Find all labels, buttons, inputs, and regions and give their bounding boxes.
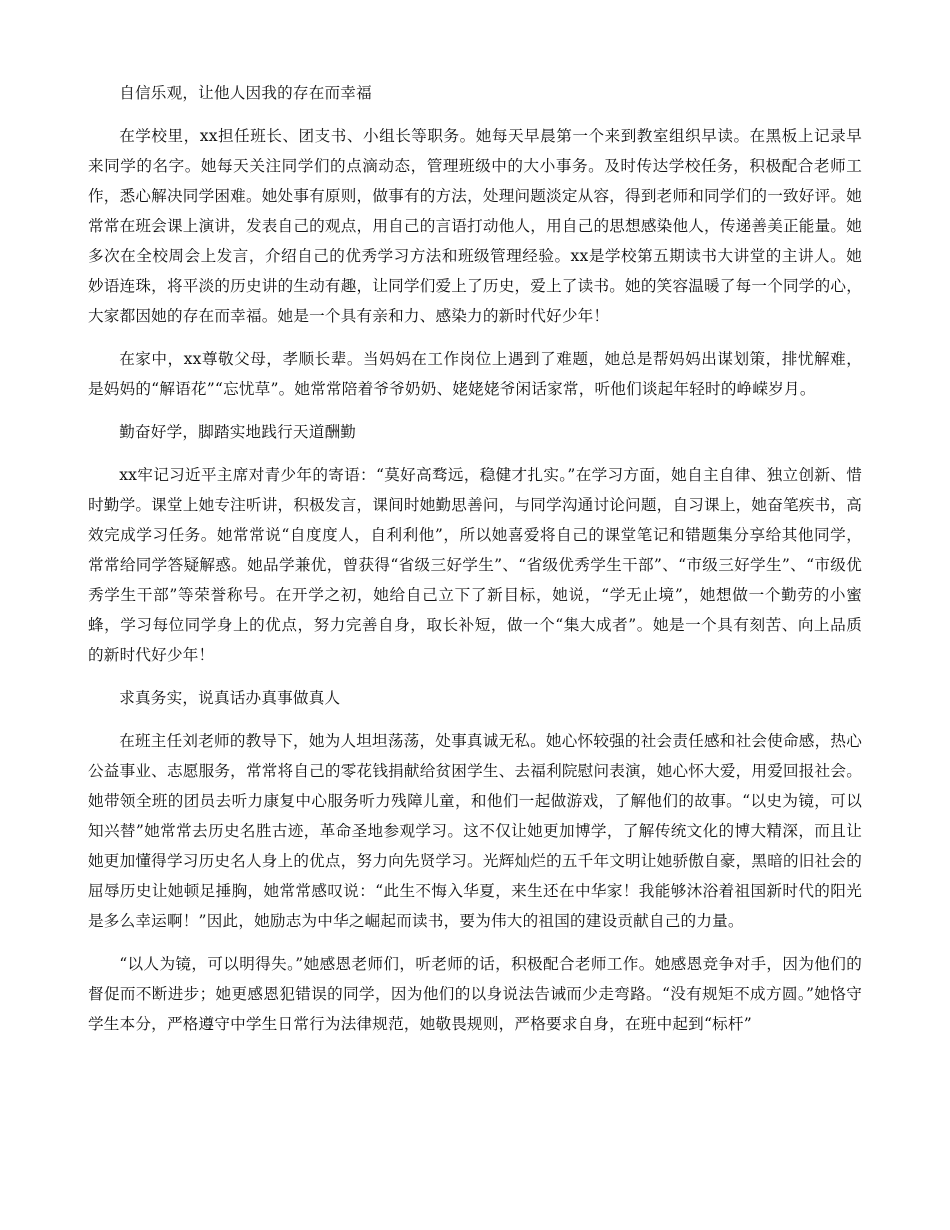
paragraph: 在家中，xx尊敬父母，孝顺长辈。当妈妈在工作岗位上遇到了难题，她总是帮妈妈出谋划策，排忧解难，是妈妈的“解语花”“忘忧草”。她常常陪着爷爷奶奶、姥姥姥爷闲话家常，听他们谈起年轻时的峥嵘岁月。: [88, 350, 862, 398]
document-body: [88, 78, 862, 1052]
paragraph: 在学校里，xx担任班长、团支书、小组长等职务。她每天早晨第一个来到教室组织早读。在黑板上记录早来同学的名字。她每天关注同学们的点滴动态，管理班级中的大小事务。及时传达学校任务，积极配合老师工作，悉心解决同学困难。她处事有原则，做事有的方法，处理问题淡定从容，得到老师和同学们的一致好评。她常常在班会课上演讲，发表自己的观点，用自己的言语打动他人，用自己的思想感染他人，传递善美正能量。她多次在全校周会上发言，介绍自己的优秀学习方法和班级管理经验。xx是学校第五期读书大讲堂的主讲人。她妙语连珠，将平淡的历史讲的生动有趣，让同学们爱上了历史，爱上了读书。她的笑容温暖了每一个同学的心，大家都因她的存在而幸福。她是一个具有亲和力、感染力的新时代好少年！: [88, 127, 862, 325]
section-heading: 自信乐观，让他人因我的存在而幸福: [119, 84, 372, 102]
paragraph: xx牢记习近平主席对青少年的寄语：“莫好高骛远，稳健才扎实。”在学习方面，她自主自律、独立创新、惜时勤学。课堂上她专注听讲，积极发言，课间时她勤思善问，与同学沟通讨论问题，自习课上，她奋笔疾书，高效完成学习任务。她常常说“自度度人，自利利他”，所以她喜爱将自己的课堂笔记和错题集分享给其他同学，常常给同学答疑解惑。她品学兼优，曾获得“省级三好学生”、“省级优秀学生干部”、“市级三好学生”、“市级优秀学生干部”等荣誉称号。在开学之初，她给自己立下了新目标，她说，“学无止境”，她想做一个勤劳的小蜜蜂，学习每位同学身上的优点，努力完善自身，取长补短，做一个“集大成者”。她是一个具有刻苦、向上品质的新时代好少年！: [88, 466, 862, 664]
section-heading: 勤奋好学，脚踏实地践行天道酬勤: [119, 423, 357, 441]
paragraph: 在班主任刘老师的教导下，她为人坦坦荡荡，处事真诚无私。她心怀较强的社会责任感和社会使命感，热心公益事业、志愿服务，常常将自己的零花钱捐献给贫困学生、去福利院慰问表演，她心怀大爱，用爱回报社会。她带领全班的团员去听力康复中心服务听力残障儿童，和他们一起做游戏，了解他们的故事。“以史为镜，可以知兴替”她常常去历史名胜古迹，革命圣地参观学习。这不仅让她更加博学，了解传统文化的博大精深，而且让她更加懂得学习历史名人身上的优点，努力向先贤学习。光辉灿烂的五千年文明让她骄傲自豪，黑暗的旧社会的屈辱历史让她顿足捶胸，她常常感叹说：“此生不悔入华夏，来生还在中华家！我能够沐浴着祖国新时代的阳光是多么幸运啊！”因此，她励志为中华之崛起而读书，要为伟大的祖国的建设贡献自己的力量。: [88, 732, 862, 930]
section-heading: 求真务实，说真话办真事做真人: [119, 689, 341, 707]
paragraph: “以人为镜，可以明得失。”她感恩老师们，听老师的话，积极配合老师工作。她感恩竞争对手，因为他们的督促而不断进步；她更感恩犯错误的同学，因为他们的以身说法告诫而少走弯路。“没有规矩不成方圆。”她恪守学生本分，严格遵守中学生日常行为法律规范，她敬畏规则，严格要求自身，在班中起到“标杆”: [88, 955, 862, 1033]
